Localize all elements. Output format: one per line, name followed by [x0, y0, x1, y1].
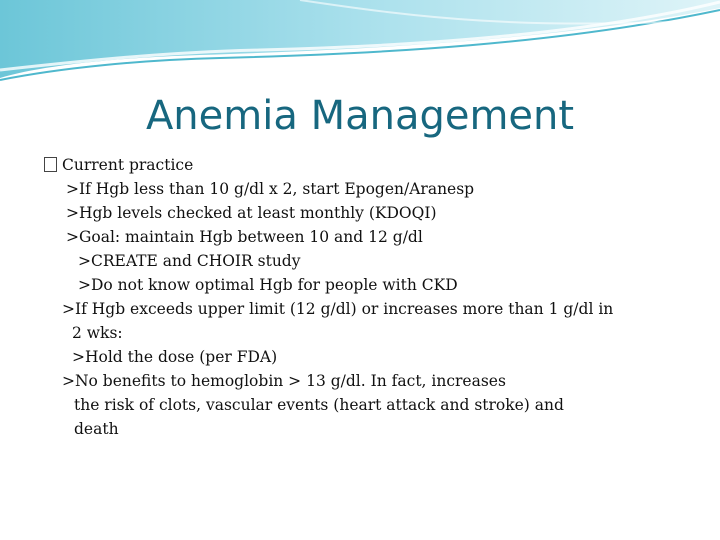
header-wave-decoration — [0, 0, 720, 90]
continuation-line: the risk of clots, vascular events (heart attack and stroke) and — [74, 396, 564, 414]
sub-item-line: >If Hgb less than 10 g/dl x 2, start Epogen/Aranesp — [66, 180, 475, 198]
sub-item-line: >If Hgb exceeds upper limit (12 g/dl) or increases more than 1 g/dl in — [62, 300, 614, 318]
sub-item-line: >Goal: maintain Hgb between 10 and 12 g/dl — [66, 228, 423, 246]
bullet-box-icon — [44, 157, 57, 172]
continuation-line: 2 wks: — [72, 324, 123, 342]
sub-sub-item-line: >CREATE and CHOIR study — [78, 252, 301, 270]
sub-item-line: >No benefits to hemoglobin > 13 g/dl. In fact, increases — [62, 372, 506, 390]
slide-title: Anemia Management — [145, 93, 575, 139]
sub-sub-item-line: >Do not know optimal Hgb for people with CKD — [78, 276, 458, 294]
line-text: Current practice — [62, 156, 194, 174]
continuation-line: death — [74, 420, 119, 438]
sub-item-line: >Hgb levels checked at least monthly (KDOQI) — [66, 204, 437, 222]
bullet-current-practice — [44, 153, 193, 177]
sub-sub-item-line: >Hold the dose (per FDA) — [72, 348, 278, 366]
